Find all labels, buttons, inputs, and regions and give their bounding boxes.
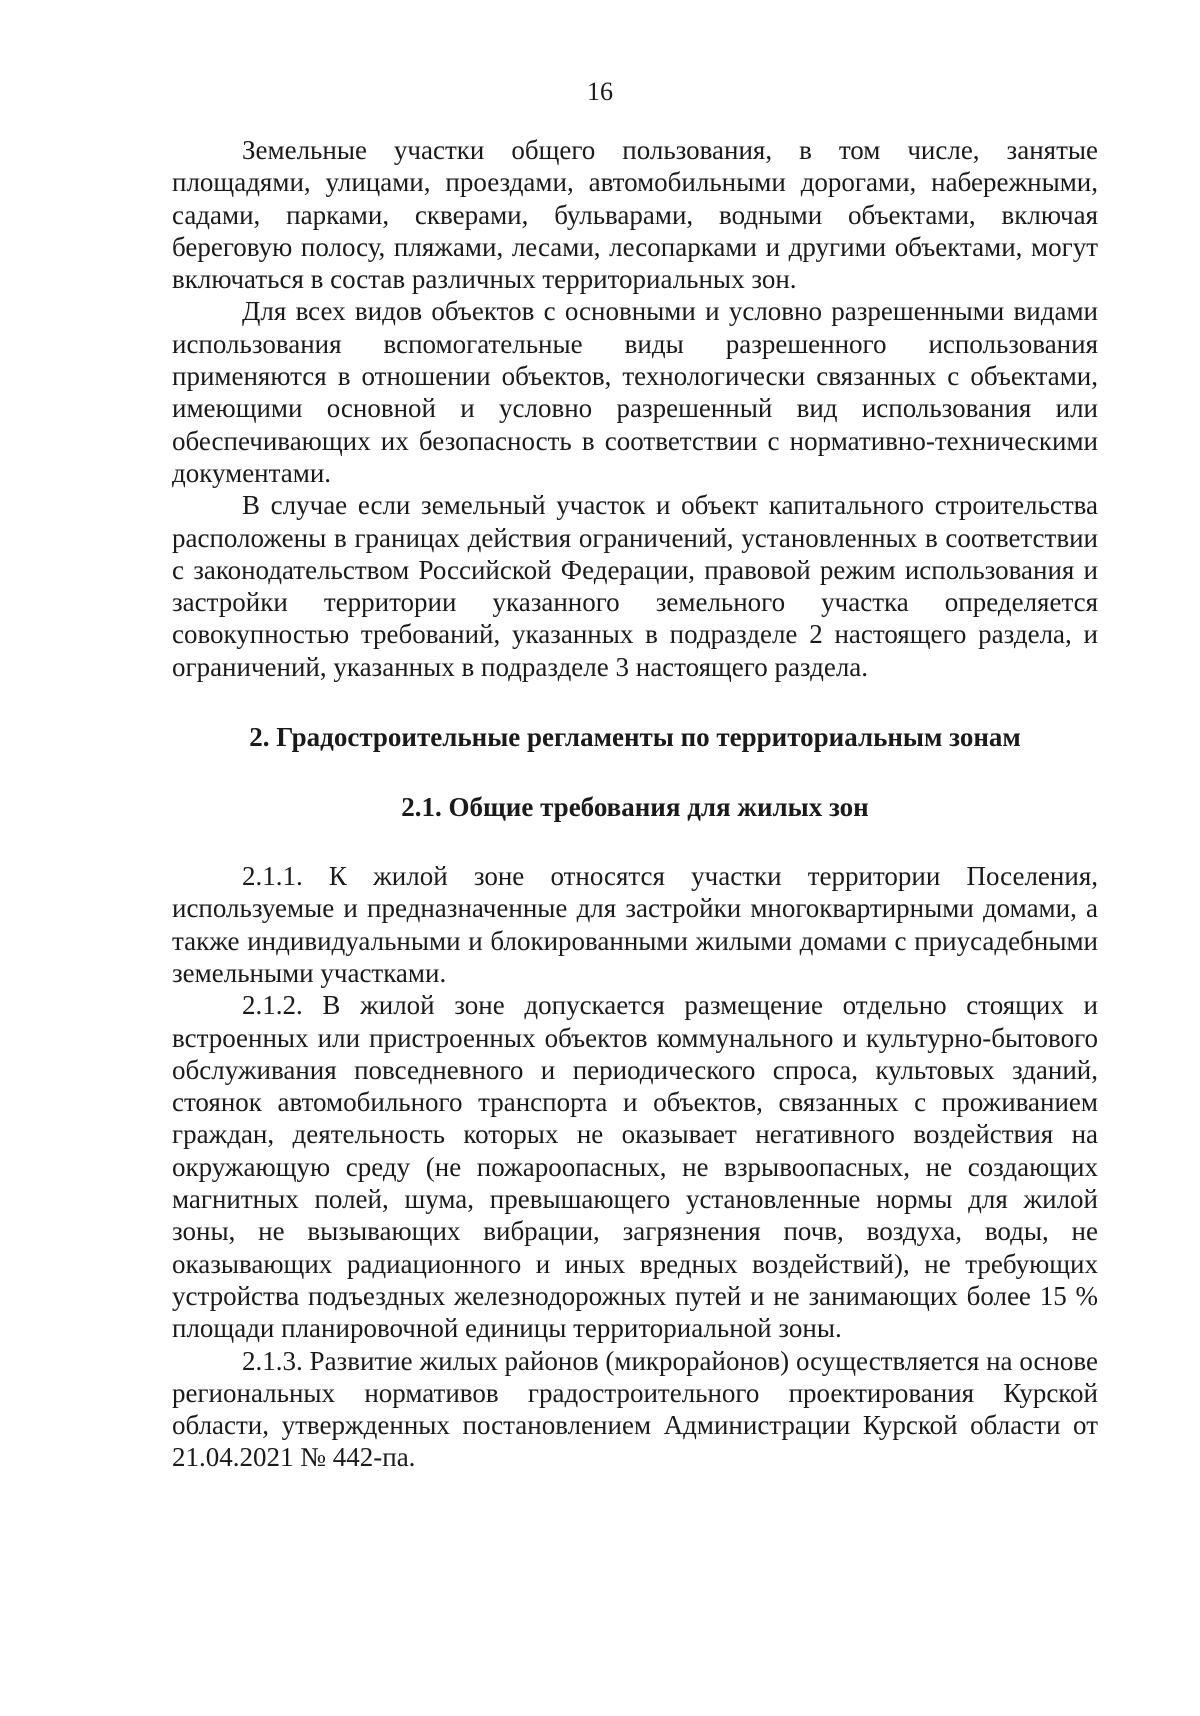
page-content xyxy=(172,134,1098,1474)
paragraph-2-1-2: 2.1.2. В жилой зоне допускается размещение отдельно стоящих и встроенных или пристроенных объектов коммунального и культурно-бытового обслуживания повседневного и периодического спроса, культовых зданий, стоянок автомобильного транспорта и объектов, связанных с проживанием граждан, деятельность которых не оказывает негативного воздействия на окружающую среду (не пожароопасных, не взрывоопасных, не создающих магнитных полей, шума, превышающего установленные нормы для жилой зоны, не вызывающих вибрации, загрязнения почв, воздуха, воды, не оказывающих радиационного и иных вредных воздействий), не требующих устройства подъездных железнодорожных путей и не занимающих более 15 % площади планировочной единицы территориальной зоны. xyxy=(172,990,1098,1344)
paragraph-public-land: Земельные участки общего пользования, в том числе, занятые площадями, улицами, проездами, автомобильными дорогами, набережными, садами, парками, скверами, бульварами, водными объектами, включая береговую полосу, пляжами, лесами, лесопарками и другими объектами, могут включаться в состав различных территориальных зон. xyxy=(172,135,1098,295)
section-heading: 2. Градостроительные регламенты по территориальным зонам xyxy=(249,722,1021,753)
paragraph-restrictions: В случае если земельный участок и объект капитального строительства расположены в границах действия ограничений, установленных в соответствии с законодательством Российской Федерации, правовой режим использования и застройки территории указанного земельного участка определяется совокупностью требований, указанных в подразделе 2 настоящего раздела, и ограничений, указанных в подразделе 3 настоящего раздела. xyxy=(172,490,1098,682)
paragraph-auxiliary-uses: Для всех видов объектов с основными и условно разрешенными видами использования вспомогательные виды разрешенного использования применяются в отношении объектов, технологически связанных с объектами, имеющими основной и условно разрешенный вид использования или обеспечивающих их безопасность в соответствии с нормативно-техническими документами. xyxy=(172,296,1098,488)
paragraph-2-1-3: 2.1.3. Развитие жилых районов (микрорайонов) осуществляется на основе региональных нормативов градостроительного проектирования Курской области, утвержденных постановлением Администрации Курской области от 21.04.2021 № 442-па. xyxy=(172,1345,1098,1473)
subsection-heading: 2.1. Общие требования для жилых зон xyxy=(401,792,869,823)
paragraph-2-1-1: 2.1.1. К жилой зоне относятся участки территории Поселения, используемые и предназначенные для застройки многоквартирными домами, а также индивидуальными и блокированными жилыми домами с приусадебными земельными участками. xyxy=(172,861,1098,988)
page-number: 16 xyxy=(587,77,613,106)
